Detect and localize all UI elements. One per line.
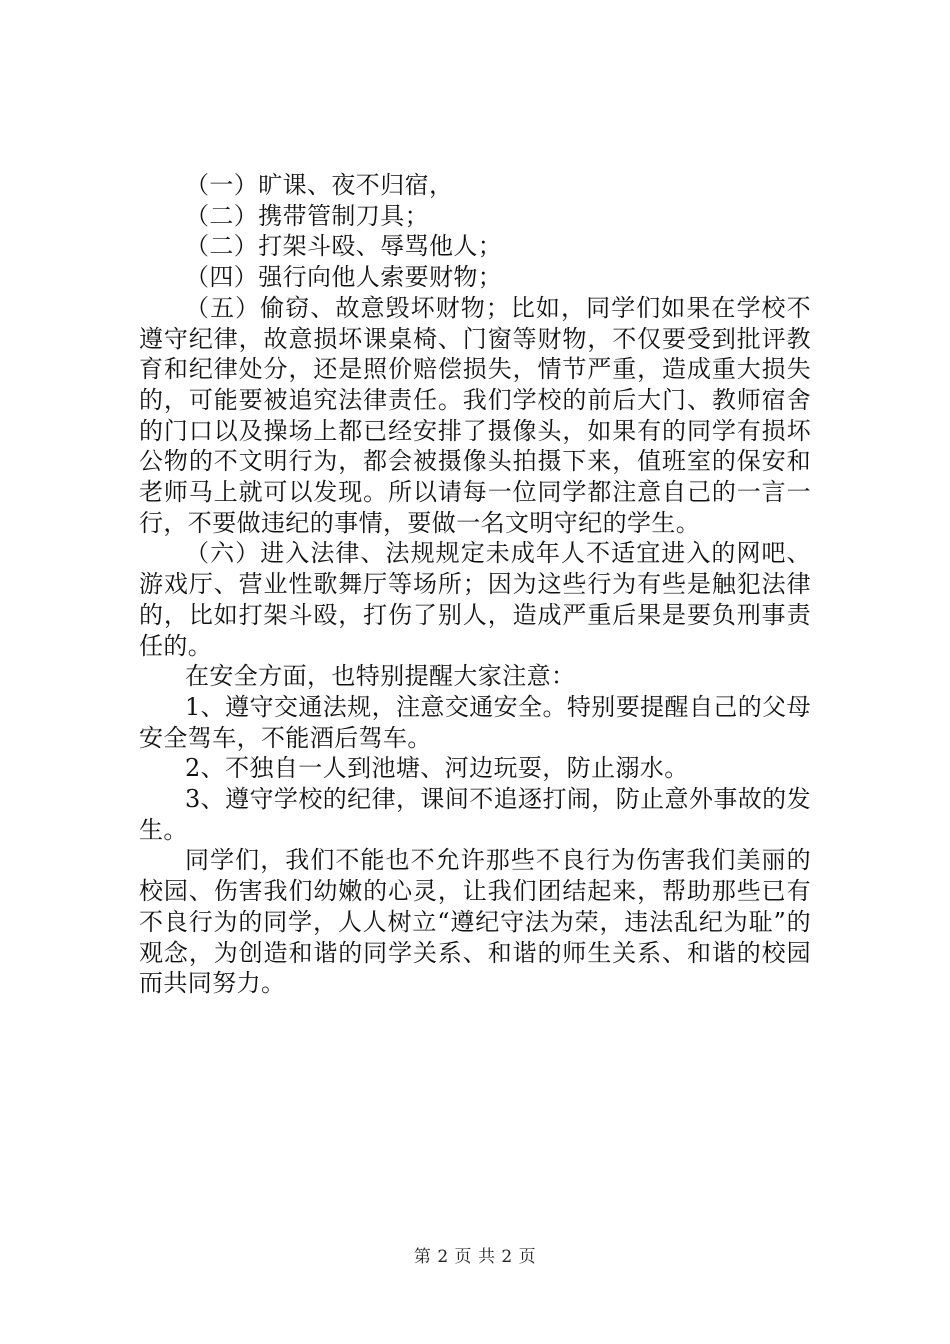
list-item-4: （四）强行向他人索要财物； xyxy=(185,263,503,292)
closing-paragraph: 同学们，我们不能也不允许那些不良行为伤害我们美丽的校园、伤害我们幼嫩的心灵，让我们团结起来，帮助那些已有不良行为的同学，人人树立“遵纪守法为荣，违法乱纪为耻”的观念，为创造和谐的同学关系、和谐的师生关系、和谐的校园而共同努力。 xyxy=(139,846,811,998)
list-item-1: （一）旷课、夜不归宿， xyxy=(185,171,454,199)
list-item-3: （二）打架斗殴、辱骂他人； xyxy=(185,232,503,261)
safety-item-2: 2、不独自一人到池塘、河边玩耍，防止溺水。 xyxy=(185,754,689,783)
list-item-2: （二）携带管制刀具； xyxy=(185,201,429,230)
document-body xyxy=(139,170,811,999)
list-item-5: （五）偷窃、故意毁坏财物；比如，同学们如果在学校不遵守纪律，故意损坏课桌椅、门窗等财物，不仅要受到批评教育和纪律处分，还是照价赔偿损失，情节严重，造成重大损失的，可能要被追究法律责任。我们学校的前后大门、教师宿舍的门口以及操场上都已经安排了摄像头，如果有的同学有损坏公物的不文明行为，都会被摄像头拍摄下来，值班室的保安和老师马上就可以发现。所以请每一位同学都注意自己的一言一行，不要做违纪的事情，要做一名文明守纪的学生。 xyxy=(139,293,811,537)
page-number-footer: 第 2 页 共 2 页 xyxy=(413,1247,537,1267)
safety-item-1: 1、遵守交通法规，注意交通安全。特别要提醒自己的父母安全驾车，不能酒后驾车。 xyxy=(139,692,811,752)
safety-intro: 在安全方面，也特别提醒大家注意： xyxy=(185,662,576,691)
list-item-6: （六）进入法律、法规规定未成年人不适宜进入的网吧、游戏厅、营业性歌舞厅等场所；因为这些行为有些是触犯法律的，比如打架斗殴，打伤了别人，造成严重后果是要负刑事责任的。 xyxy=(139,539,811,660)
safety-item-3: 3、遵守学校的纪律，课间不追逐打闹，防止意外事故的发生。 xyxy=(139,785,811,844)
